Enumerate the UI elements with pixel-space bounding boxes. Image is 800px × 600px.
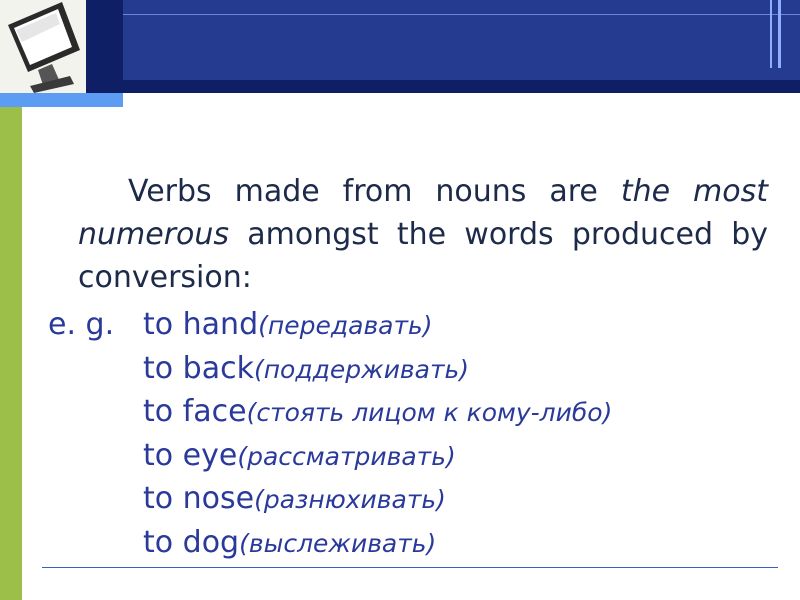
- list-item: [48, 522, 612, 566]
- example-verb: to hand: [143, 307, 259, 342]
- list-item: [48, 435, 612, 479]
- example-translation: (передавать): [258, 311, 433, 340]
- example-translation: (разнюхивать): [254, 485, 446, 514]
- example-translation: (стоять лицом к кому-либо): [246, 398, 613, 427]
- accent-strip: [0, 93, 123, 107]
- computer-monitor-icon: [0, 0, 86, 93]
- example-verb: to face: [143, 394, 247, 429]
- banner-vertical-line: [778, 0, 781, 68]
- banner-horizontal-line: [123, 14, 800, 15]
- banner-vertical-line: [770, 0, 772, 68]
- example-verb: to dog: [143, 524, 240, 560]
- example-prefix: e. g.: [48, 307, 115, 342]
- top-banner-bottom-strip: [86, 80, 800, 93]
- example-verb: to back: [143, 350, 254, 386]
- top-banner: [123, 0, 800, 80]
- example-verb: to nose: [143, 481, 255, 516]
- list-item: [48, 478, 612, 522]
- examples-list: [48, 304, 612, 565]
- paragraph-text: amongst the words produced by conversion:: [78, 217, 768, 295]
- list-item: [48, 348, 612, 392]
- list-item: [48, 391, 612, 435]
- paragraph-text: Verbs made from nouns are: [128, 174, 621, 209]
- footer-divider: [42, 567, 778, 568]
- left-side-bar: [0, 107, 22, 600]
- example-translation: (выслеживать): [239, 528, 437, 558]
- paragraph-emphasis: the most numerous: [78, 174, 768, 252]
- example-verb: to eye: [143, 437, 238, 473]
- list-item: [48, 304, 612, 348]
- intro-paragraph: [78, 170, 768, 299]
- example-translation: (поддерживать): [253, 354, 470, 384]
- example-translation: (рассматривать): [237, 441, 456, 471]
